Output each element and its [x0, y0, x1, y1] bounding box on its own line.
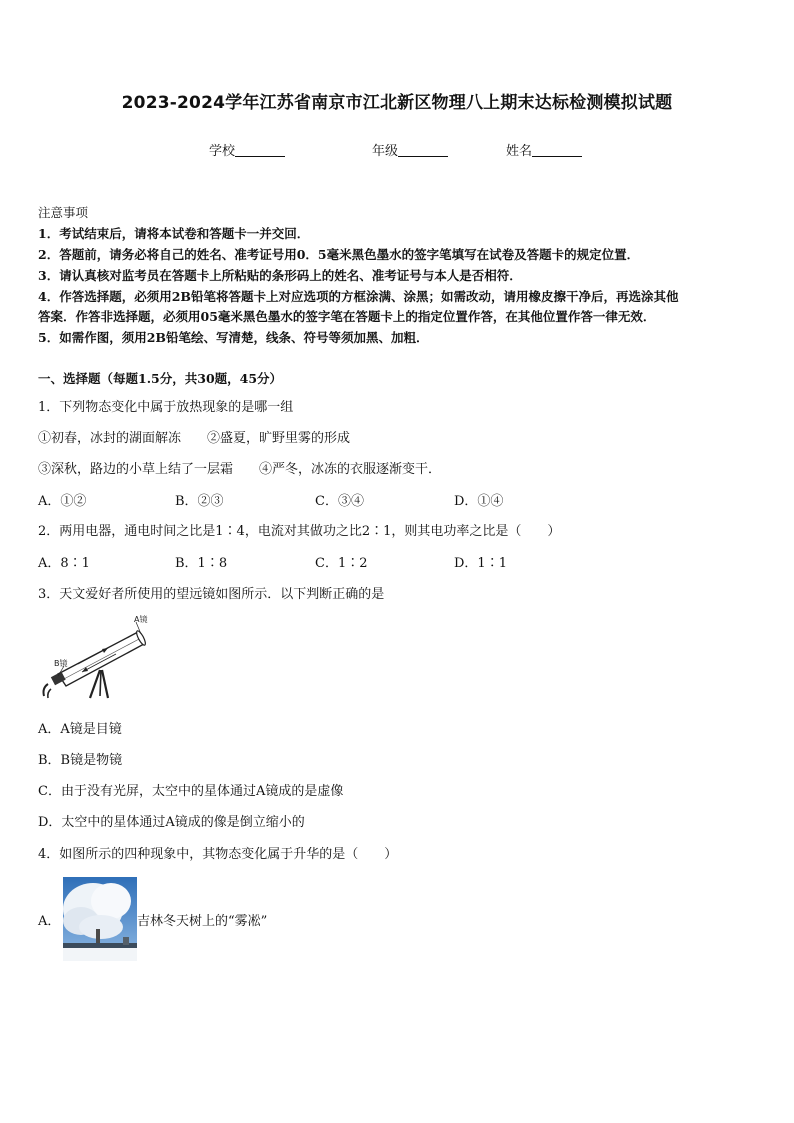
school-field	[209, 140, 285, 159]
frost-tree-photo	[63, 877, 137, 961]
question-1-option-b[interactable]: B．②③	[175, 494, 224, 509]
question-1-option-a[interactable]: A．①②	[38, 494, 87, 509]
notice-item: 4．作答选择题，必须用2B铅笔将答题卡上对应选项的方框涂满、涂黑；如需改动，请用橡皮擦干净后，再选涂其他	[38, 289, 679, 304]
question-4-stem: 4．如图所示的四种现象中，其物态变化属于升华的是（ ）	[38, 847, 398, 862]
question-1-line1: ①初春，冰封的湖面解冻 ②盛夏，旷野里雾的形成	[38, 431, 351, 446]
notice-item: 1．考试结束后，请将本试卷和答题卡一并交回．	[38, 226, 310, 241]
question-1-line2: ③深秋，路边的小草上结了一层霜 ④严冬，冰冻的衣服逐渐变干．	[38, 462, 442, 477]
telescope-figure	[38, 612, 164, 704]
question-3-option-d[interactable]: D．太空中的星体通过A镜成的像是倒立缩小的	[38, 815, 305, 830]
notice-item: 5．如需作图，须用2B铅笔绘、写清楚，线条、符号等须加黑、加粗．	[38, 330, 429, 345]
name-field	[506, 140, 582, 159]
page-title: 2023-2024学年江苏省南京市江北新区物理八上期末达标检测模拟试题	[121, 93, 673, 113]
school-blank	[235, 144, 285, 157]
figure-label-b: B镜	[54, 659, 68, 668]
question-2-option-d[interactable]: D．1∶1	[454, 556, 507, 571]
notice-heading: 注意事项	[38, 205, 89, 220]
grade-label: 年级	[372, 144, 399, 159]
question-3-option-a[interactable]: A．A镜是目镜	[38, 722, 122, 737]
question-4-option-a-text[interactable]: 吉林冬天树上的“雾凇”	[137, 914, 268, 929]
name-blank	[532, 144, 582, 157]
figure-label-a: A镜	[134, 615, 148, 624]
question-1-option-c[interactable]: C．③④	[315, 494, 364, 509]
question-4-option-a-letter[interactable]: A．	[38, 914, 61, 929]
school-label: 学校	[209, 144, 236, 159]
question-2-option-b[interactable]: B．1∶8	[175, 556, 228, 571]
notice-item: 2．答题前，请务必将自己的姓名、准考证号用0．5毫米黑色墨水的签字笔填写在试卷及答题卡的规定位置．	[38, 247, 640, 262]
notice-item: 答案．作答非选择题，必须用05毫米黑色墨水的签字笔在答题卡上的指定位置作答，在其他位置作答一律无效．	[38, 309, 656, 324]
question-2-stem: 2．两用电器，通电时间之比是1∶4，电流对其做功之比2∶1，则其电功率之比是（ ）	[38, 524, 561, 539]
section-heading: 一、选择题（每题1.5分，共30题，45分）	[38, 371, 283, 386]
question-1-stem: 1．下列物态变化中属于放热现象的是哪一组	[38, 400, 294, 415]
question-3-stem: 3．天文爱好者所使用的望远镜如图所示．以下判断正确的是	[38, 587, 385, 602]
question-3-option-b[interactable]: B．B镜是物镜	[38, 753, 123, 768]
question-2-option-c[interactable]: C．1∶2	[315, 556, 368, 571]
grade-blank	[398, 144, 448, 157]
grade-field	[372, 140, 448, 159]
question-3-option-c[interactable]: C．由于没有光屏，太空中的星体通过A镜成的是虚像	[38, 784, 344, 799]
notice-item: 3．请认真核对监考员在答题卡上所粘贴的条形码上的姓名、准考证号与本人是否相符．	[38, 268, 522, 283]
name-label: 姓名	[506, 144, 533, 159]
question-2-option-a[interactable]: A．8∶1	[38, 556, 90, 571]
question-1-option-d[interactable]: D．①④	[454, 494, 504, 509]
